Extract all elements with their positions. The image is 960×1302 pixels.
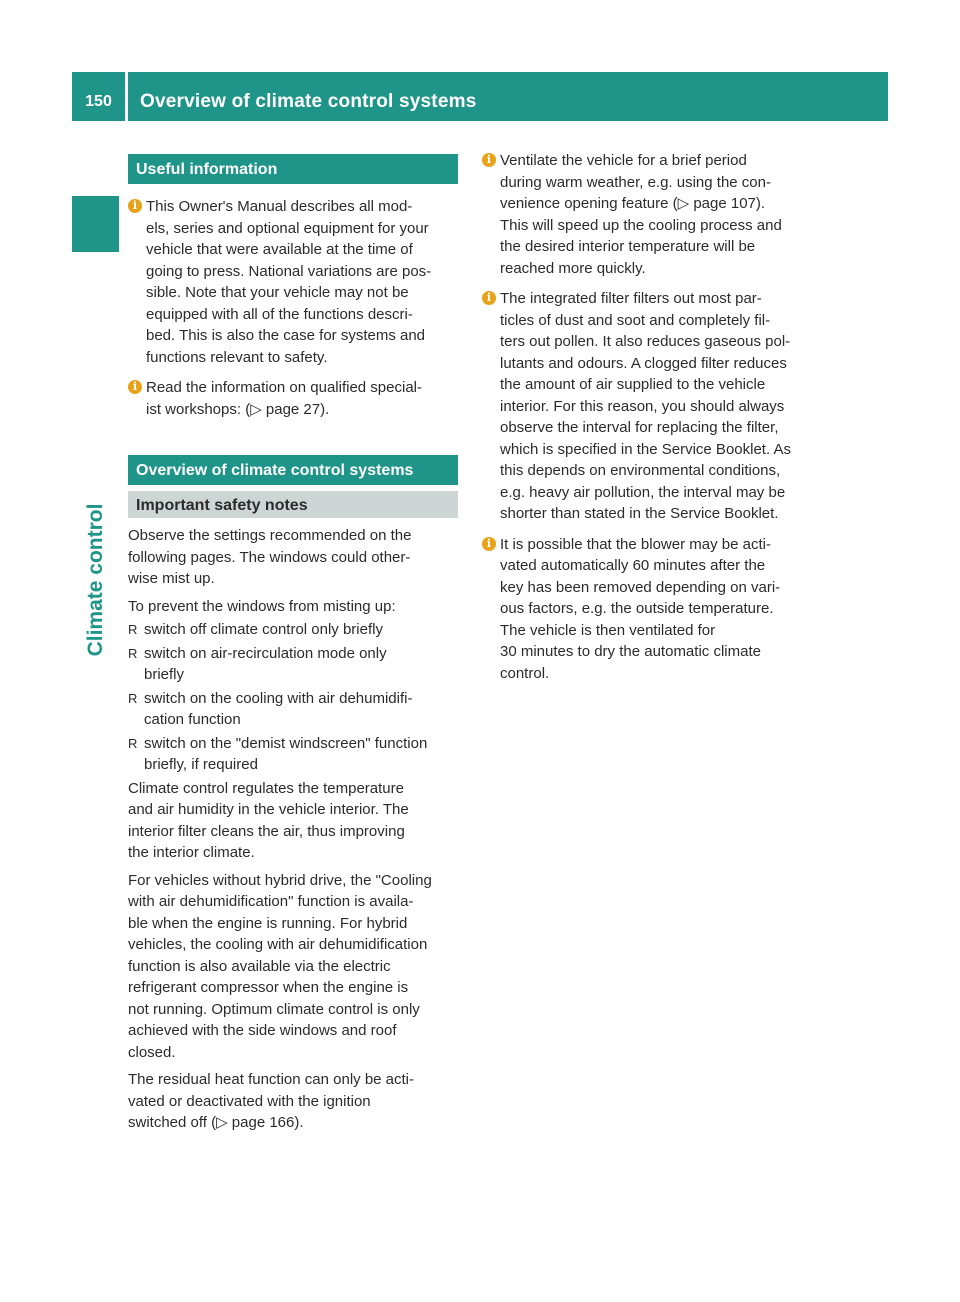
text-line: the amount of air supplied to the vehicle xyxy=(500,376,766,393)
text-line: bed. This is also the case for systems and xyxy=(146,327,426,344)
left-column xyxy=(128,150,458,1140)
info-icon: i xyxy=(482,537,496,551)
bullet-icon: R xyxy=(128,645,138,661)
text-line: This will speed up the cooling process and xyxy=(500,216,782,234)
text-line: ous factors, e.g. the outside temperature. xyxy=(500,600,774,617)
text-line: the interior climate. xyxy=(128,844,255,861)
list-item xyxy=(128,643,458,686)
text-line: interior. For this reason, you should always xyxy=(500,397,785,415)
info-icon: i xyxy=(482,153,496,167)
text-line: briefly xyxy=(144,666,185,683)
paragraph-hybrid xyxy=(128,870,458,1064)
list-item xyxy=(128,733,458,776)
text-line: vehicles, the cooling with air dehumidification xyxy=(128,936,428,953)
text-line: shorter than stated in the Service Booklet. xyxy=(500,505,779,522)
text-line: ble when the engine is running. For hybrid xyxy=(128,914,408,932)
text-line: refrigerant compressor when the engine is xyxy=(128,979,409,996)
text-line: els, series and optional equipment for your xyxy=(146,219,429,237)
text-line: To prevent the windows from misting up: xyxy=(128,597,396,615)
text-line: cation function xyxy=(144,711,241,728)
text-line: vated or deactivated with the ignition xyxy=(128,1092,371,1110)
safety-notes-heading: Important safety notes xyxy=(128,491,458,518)
right-column xyxy=(482,150,812,693)
text-line: closed. xyxy=(128,1043,176,1061)
text-line: ticles of dust and soot and completely fil- xyxy=(500,311,771,329)
text-line: The integrated filter filters out most par- xyxy=(500,290,762,307)
text-line: following pages. The windows could other- xyxy=(128,548,411,566)
text-line: This Owner's Manual describes all mod- xyxy=(146,198,413,215)
text-line: vehicle that were available at the time of xyxy=(146,241,413,258)
text-line: this depends on environmental conditions, xyxy=(500,462,781,479)
text-line: key has been removed depending on vari- xyxy=(500,578,781,596)
text-line: switched off (▷ page 166). xyxy=(128,1114,304,1131)
bullet-icon: R xyxy=(128,735,138,751)
text-line: switch on air-recirculation mode only xyxy=(144,644,387,662)
info-note-blower xyxy=(482,534,812,685)
text-line: during warm weather, e.g. using the con- xyxy=(500,173,771,191)
text-line: equipped with all of the functions descri- xyxy=(146,305,413,323)
text-line: It is possible that the blower may be acti- xyxy=(500,535,771,553)
text-line: the desired interior temperature will be xyxy=(500,238,756,255)
text-line: which is specified in the Service Booklet. As xyxy=(500,440,791,458)
paragraph-climate-control xyxy=(128,778,458,864)
text-line: switch on the "demist windscreen" function xyxy=(144,734,428,752)
text-line: ters out pollen. It also reduces gaseous pol- xyxy=(500,333,791,350)
text-line: The vehicle is then ventilated for xyxy=(500,621,716,639)
text-line: switch on the cooling with air dehumidifi- xyxy=(144,689,413,707)
text-line: briefly, if required xyxy=(144,756,258,773)
page-number: 150 xyxy=(85,93,112,110)
text-line: function is also available via the electric xyxy=(128,957,391,975)
text-line: functions relevant to safety. xyxy=(146,348,328,366)
side-tab xyxy=(72,196,119,252)
text-line: venience opening feature (▷ page 107). xyxy=(500,195,766,212)
info-note-workshops xyxy=(128,377,458,420)
info-icon: i xyxy=(482,291,496,305)
text-line: Read the information on qualified special- xyxy=(146,379,422,396)
info-note-ventilate xyxy=(482,150,812,279)
info-note-owners-manual xyxy=(128,196,458,368)
text-line: control. xyxy=(500,664,550,682)
text-line: For vehicles without hybrid drive, the "Cooling xyxy=(128,871,432,889)
text-line: 30 minutes to dry the automatic climate xyxy=(500,643,761,660)
page-title: Overview of climate control systems xyxy=(140,91,477,112)
text-line: achieved with the side windows and roof xyxy=(128,1022,397,1039)
info-icon: i xyxy=(128,199,142,213)
text-line: and air humidity in the vehicle interior. The xyxy=(128,801,409,818)
text-line: sible. Note that your vehicle may not be xyxy=(146,284,409,301)
text-line: Climate control regulates the temperature xyxy=(128,779,404,797)
paragraph-settings xyxy=(128,525,458,590)
bullet-list xyxy=(128,619,458,776)
useful-information-heading: Useful information xyxy=(128,154,458,184)
list-item xyxy=(128,688,458,731)
bullet-icon: R xyxy=(128,690,138,706)
text-line: reached more quickly. xyxy=(500,259,646,277)
info-note-filter xyxy=(482,288,812,525)
info-icon: i xyxy=(128,380,142,394)
paragraph-residual-heat xyxy=(128,1069,458,1134)
text-line: wise mist up. xyxy=(128,570,215,587)
text-line: vated automatically 60 minutes after the xyxy=(500,557,766,574)
text-line: Observe the settings recommended on the xyxy=(128,527,412,544)
text-line: observe the interval for replacing the filter, xyxy=(500,419,779,436)
text-line: lutants and odours. A clogged filter reduces xyxy=(500,354,787,372)
text-line: Ventilate the vehicle for a brief period xyxy=(500,152,747,169)
text-line: with air dehumidification" function is availa- xyxy=(128,893,414,910)
paragraph-prevent-misting xyxy=(128,596,458,618)
text-line: ist workshops: (▷ page 27). xyxy=(146,400,330,418)
bullet-icon: R xyxy=(128,622,138,637)
side-chapter-label: Climate control xyxy=(84,503,107,657)
text-line: e.g. heavy air pollution, the interval may be xyxy=(500,483,786,501)
text-line: interior filter cleans the air, thus improving xyxy=(128,822,405,840)
overview-heading: Overview of climate control systems xyxy=(128,455,458,485)
text-line: going to press. National variations are pos- xyxy=(146,262,432,280)
list-item xyxy=(128,619,458,641)
text-line: switch off climate control only briefly xyxy=(144,621,383,638)
text-line: not running. Optimum climate control is only xyxy=(128,1000,420,1018)
header-divider xyxy=(125,72,128,121)
text-line: The residual heat function can only be acti- xyxy=(128,1071,415,1088)
